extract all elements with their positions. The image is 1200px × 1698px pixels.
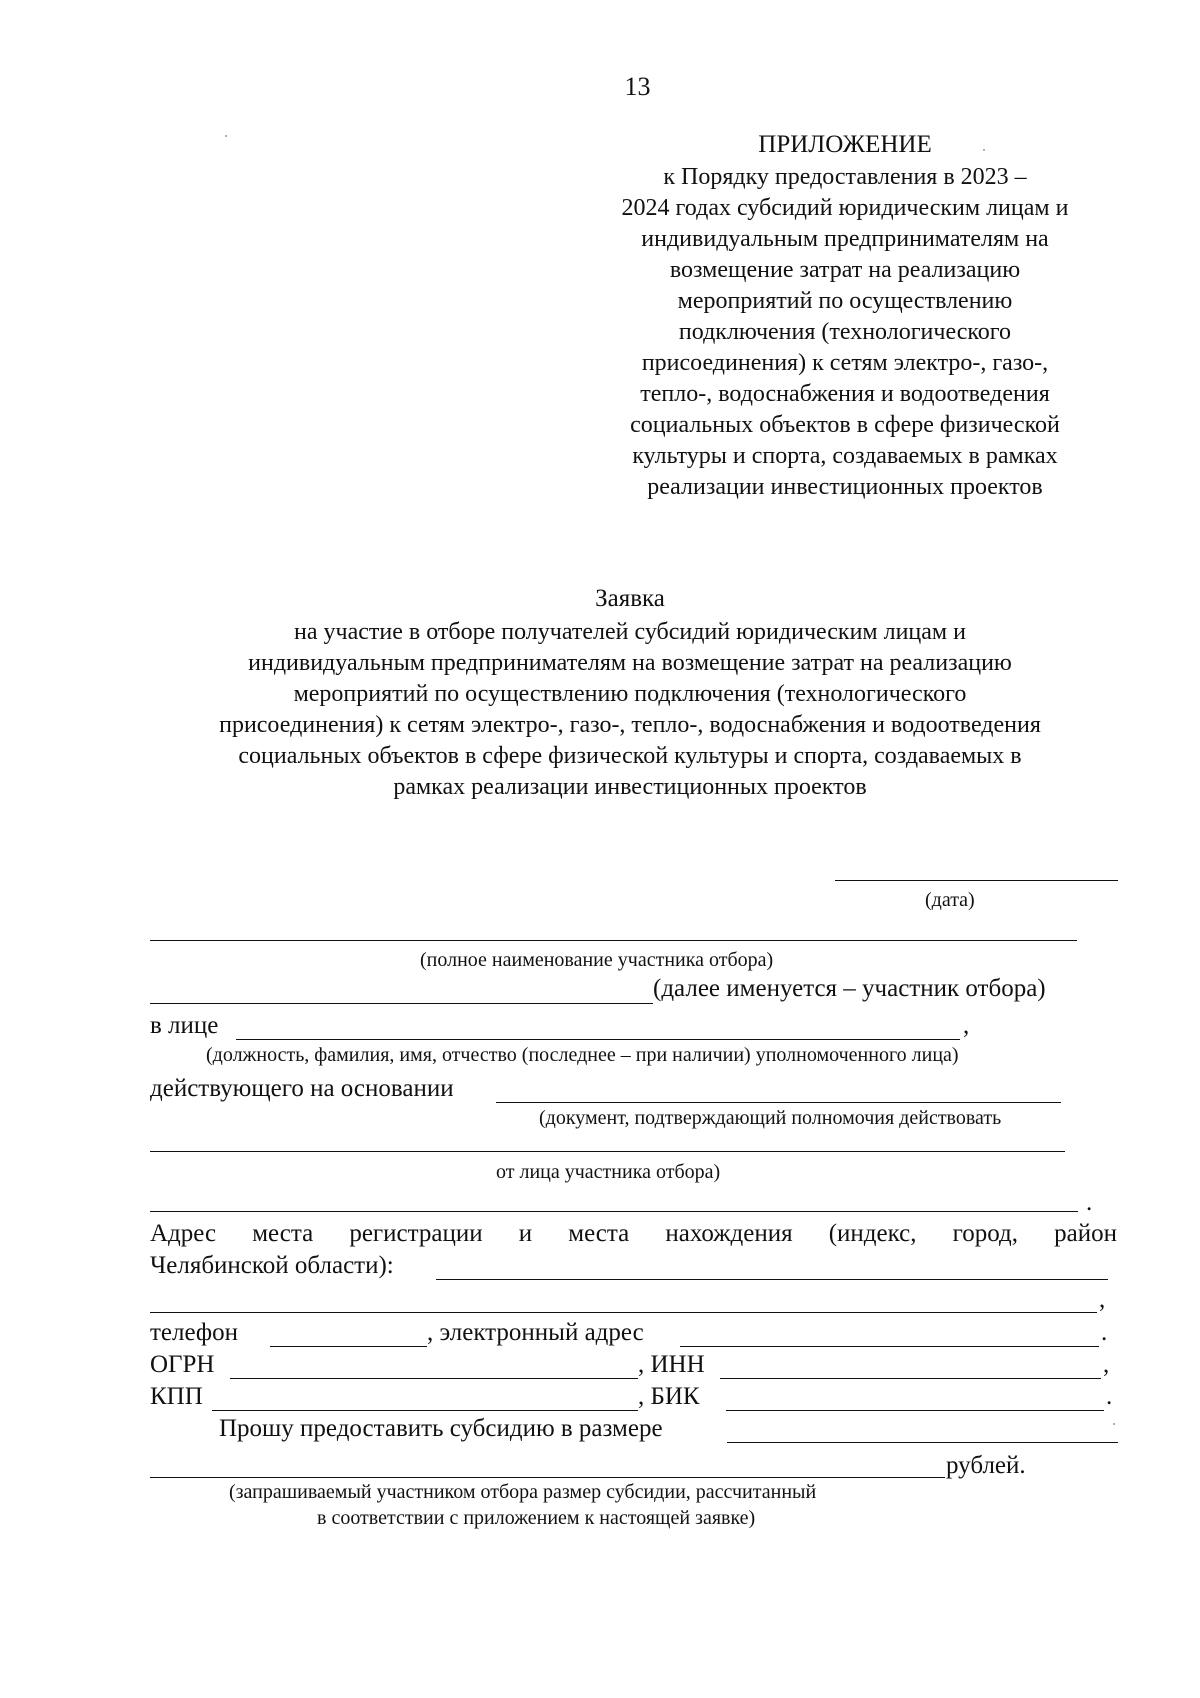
- document-caption-cont: от лица участника отбора): [496, 1161, 721, 1183]
- bik-label: , БИК: [638, 1383, 700, 1410]
- participant-name-line[interactable]: [150, 940, 1077, 941]
- appendix-line: индивидуальным предпринимателям на: [641, 226, 1049, 252]
- scan-speck: [225, 135, 227, 137]
- address-word: и: [518, 1220, 533, 1247]
- person-caption: (должность, фамилия, имя, отчество (последнее – при наличии) уполномоченного лица): [206, 1044, 959, 1066]
- appendix-line: социальных объектов в сфере физической: [630, 412, 1060, 438]
- subsidy-amount-cont-line[interactable]: [150, 1477, 945, 1478]
- in-person-line[interactable]: [236, 1039, 960, 1040]
- bik-line[interactable]: [726, 1410, 1104, 1411]
- acting-basis-line[interactable]: [496, 1102, 1061, 1103]
- address-word: регистрации: [349, 1220, 483, 1247]
- rubles-label: рублей.: [946, 1452, 1026, 1479]
- appendix-block: [560, 128, 1130, 503]
- appendix-line: присоединения) к сетям электро-, газо-,: [641, 350, 1049, 376]
- email-label: , электронный адрес: [427, 1319, 644, 1346]
- address-word: (индекс,: [828, 1220, 917, 1247]
- address-line[interactable]: [436, 1279, 1108, 1280]
- in-person-label: в лице: [150, 1012, 219, 1039]
- phone-line[interactable]: [270, 1346, 427, 1347]
- address-word: нахождения: [665, 1220, 793, 1247]
- request-line: присоединения) к сетям электро-, газо-, тепло-, водоснабжения и водоотведения: [219, 712, 1041, 738]
- address-cont-line[interactable]: [150, 1312, 1097, 1313]
- request-title: Заявка: [595, 585, 665, 612]
- ogrn-line[interactable]: [230, 1378, 638, 1379]
- appendix-line: к Порядку предоставления в 2023 –: [663, 164, 1027, 190]
- appendix-line: 2024 годах субсидий юридическим лицам и: [621, 195, 1069, 221]
- appendix-line: реализации инвестиционных проектов: [647, 474, 1043, 500]
- inn-end: ,: [1103, 1351, 1110, 1378]
- request-line: социальных объектов в сфере физической культуры и спорта, создаваемых в: [238, 743, 1022, 769]
- document-caption: (документ, подтверждающий полномочия действовать: [539, 1107, 1002, 1129]
- inn-label: , ИНН: [638, 1351, 705, 1378]
- request-description: [160, 617, 1100, 803]
- subsidy-caption: (запрашиваемый участником отбора размер субсидии, рассчитанный: [229, 1481, 817, 1503]
- subsidy-amount-line[interactable]: [727, 1442, 1118, 1443]
- acting-basis-cont-line[interactable]: [150, 1151, 1065, 1152]
- date-caption: (дата): [925, 889, 975, 911]
- inn-line[interactable]: [720, 1378, 1101, 1379]
- ogrn-label: ОГРН: [150, 1351, 215, 1378]
- address-word: район: [1054, 1220, 1117, 1247]
- request-line: мероприятий по осуществлению подключения (технологического: [293, 681, 967, 707]
- request-line: рамках реализации инвестиционных проектов: [393, 774, 867, 800]
- email-end: .: [1101, 1319, 1108, 1346]
- scan-speck: [983, 149, 985, 151]
- address-word: город,: [952, 1220, 1019, 1247]
- hereinafter-text: (далее именуется – участник отбора): [653, 975, 1046, 1002]
- address-period: .: [1086, 1189, 1093, 1216]
- scan-speck: [1113, 1423, 1115, 1425]
- appendix-line: культуры и спорта, создаваемых в рамках: [632, 443, 1058, 469]
- kpp-label: КПП: [150, 1383, 203, 1410]
- address-extra-line[interactable]: [150, 1211, 1078, 1212]
- appendix-line: тепло-, водоснабжения и водоотведения: [640, 381, 1050, 407]
- acting-label: действующего на основании: [150, 1075, 454, 1102]
- address-comma: ,: [1099, 1286, 1106, 1313]
- bik-end: .: [1106, 1383, 1113, 1410]
- phone-label: телефон: [150, 1319, 238, 1346]
- in-person-comma: ,: [963, 1012, 970, 1039]
- subsidy-caption-cont: в соответствии с приложением к настоящей заявке): [317, 1507, 756, 1529]
- appendix-line: подключения (технологического: [678, 319, 1012, 345]
- address-region-label: Челябинской области):: [150, 1252, 394, 1279]
- appendix-title: ПРИЛОЖЕНИЕ: [758, 131, 932, 158]
- page-number: 13: [624, 72, 651, 101]
- address-word: Адрес: [150, 1220, 217, 1247]
- address-word: места: [252, 1220, 314, 1247]
- email-line[interactable]: [680, 1346, 1099, 1347]
- participant-name-cont-line[interactable]: [150, 1003, 653, 1004]
- appendix-line: возмещение затрат на реализацию: [669, 257, 1021, 283]
- request-line: на участие в отборе получателей субсидий юридическим лицам и: [294, 619, 966, 645]
- kpp-line[interactable]: [212, 1410, 638, 1411]
- address-label-row: [150, 1219, 1117, 1249]
- subsidy-label: Прошу предоставить субсидию в размере: [219, 1415, 663, 1442]
- request-line: индивидуальным предпринимателям на возмещение затрат на реализацию: [248, 650, 1012, 676]
- address-word: места: [568, 1220, 630, 1247]
- date-field-line[interactable]: [835, 880, 1118, 881]
- appendix-line: мероприятий по осуществлению: [677, 288, 1013, 314]
- participant-name-caption: (полное наименование участника отбора): [420, 949, 774, 971]
